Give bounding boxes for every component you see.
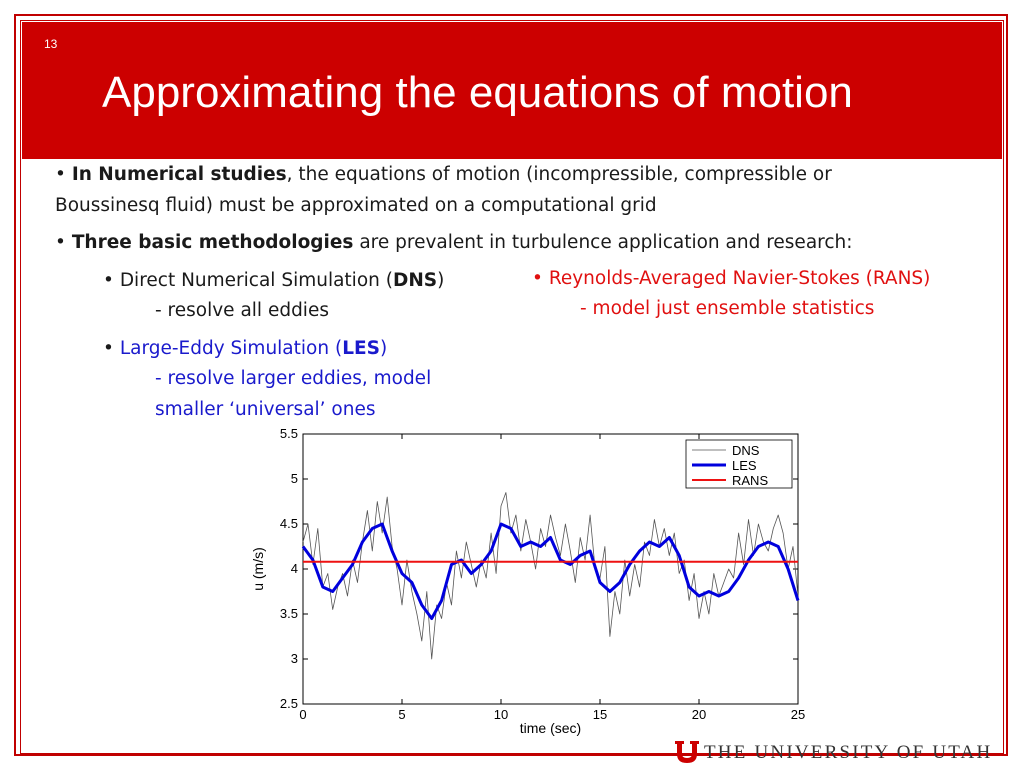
- paragraph-numerical-studies-line2: Boussinesq fluid) must be approximated on a computational grid: [55, 195, 657, 216]
- y-tick-label: 3: [290, 651, 298, 666]
- dns-abbr: DNS: [392, 270, 438, 291]
- numerical-studies-bold: In Numerical studies: [71, 164, 287, 185]
- methodologies-text: are prevalent in turbulence application and research:: [353, 232, 853, 253]
- les-abbr: LES: [342, 338, 380, 359]
- x-axis-label: time (sec): [519, 720, 582, 736]
- methodologies-bold: Three basic methodologies: [71, 232, 354, 253]
- x-tick-label: 25: [790, 707, 806, 722]
- y-tick-label: 5.5: [279, 426, 298, 441]
- title-banner: [22, 22, 1002, 159]
- rans-item: [532, 270, 930, 289]
- bullet: •: [532, 268, 543, 289]
- les-description-line2: smaller ‘universal’ ones: [155, 399, 376, 420]
- dns-description: - resolve all eddies: [155, 300, 329, 321]
- bullet: •: [103, 270, 114, 291]
- university-u-logo: [674, 740, 700, 764]
- rans-description: - model just ensemble statistics: [580, 298, 875, 319]
- velocity-time-chart: [240, 424, 820, 740]
- paragraph-methodologies: [55, 234, 852, 253]
- dns-close: ): [437, 270, 445, 291]
- x-tick-label: 20: [691, 707, 707, 722]
- dns-item: [103, 272, 444, 291]
- les-close: ): [379, 338, 388, 359]
- x-tick-label: 10: [493, 707, 509, 722]
- x-tick-label: 0: [299, 707, 307, 722]
- les-label: Large-Eddy Simulation (: [119, 338, 343, 359]
- legend-label-les: LES: [732, 458, 757, 473]
- x-tick-label: 5: [398, 707, 406, 722]
- y-tick-label: 2.5: [279, 696, 298, 711]
- slide-title: Approximating the equations of motion: [102, 68, 853, 117]
- y-tick-label: 4.5: [279, 516, 298, 531]
- les-item: [103, 340, 387, 359]
- x-tick-label: 15: [592, 707, 608, 722]
- legend-label-dns: DNS: [732, 443, 760, 458]
- numerical-studies-text: , the equations of motion (incompressible, compressible or: [286, 164, 832, 185]
- y-tick-label: 5: [290, 471, 298, 486]
- paragraph-numerical-studies: [55, 166, 832, 185]
- les-description-line1: - resolve larger eddies, model: [155, 368, 432, 389]
- dns-label: Direct Numerical Simulation (: [119, 270, 393, 291]
- bullet: •: [55, 232, 66, 253]
- legend-label-rans: RANS: [732, 473, 769, 488]
- y-tick-label: 4: [290, 561, 298, 576]
- y-tick-label: 3.5: [279, 606, 298, 621]
- university-name: THE UNIVERSITY OF UTAH: [704, 742, 993, 763]
- bullet: •: [103, 338, 114, 359]
- slide-number: 13: [44, 37, 58, 51]
- bullet: •: [55, 164, 66, 185]
- y-axis-label: u (m/s): [250, 547, 266, 591]
- rans-label: Reynolds-Averaged Navier-Stokes (RANS): [548, 268, 931, 289]
